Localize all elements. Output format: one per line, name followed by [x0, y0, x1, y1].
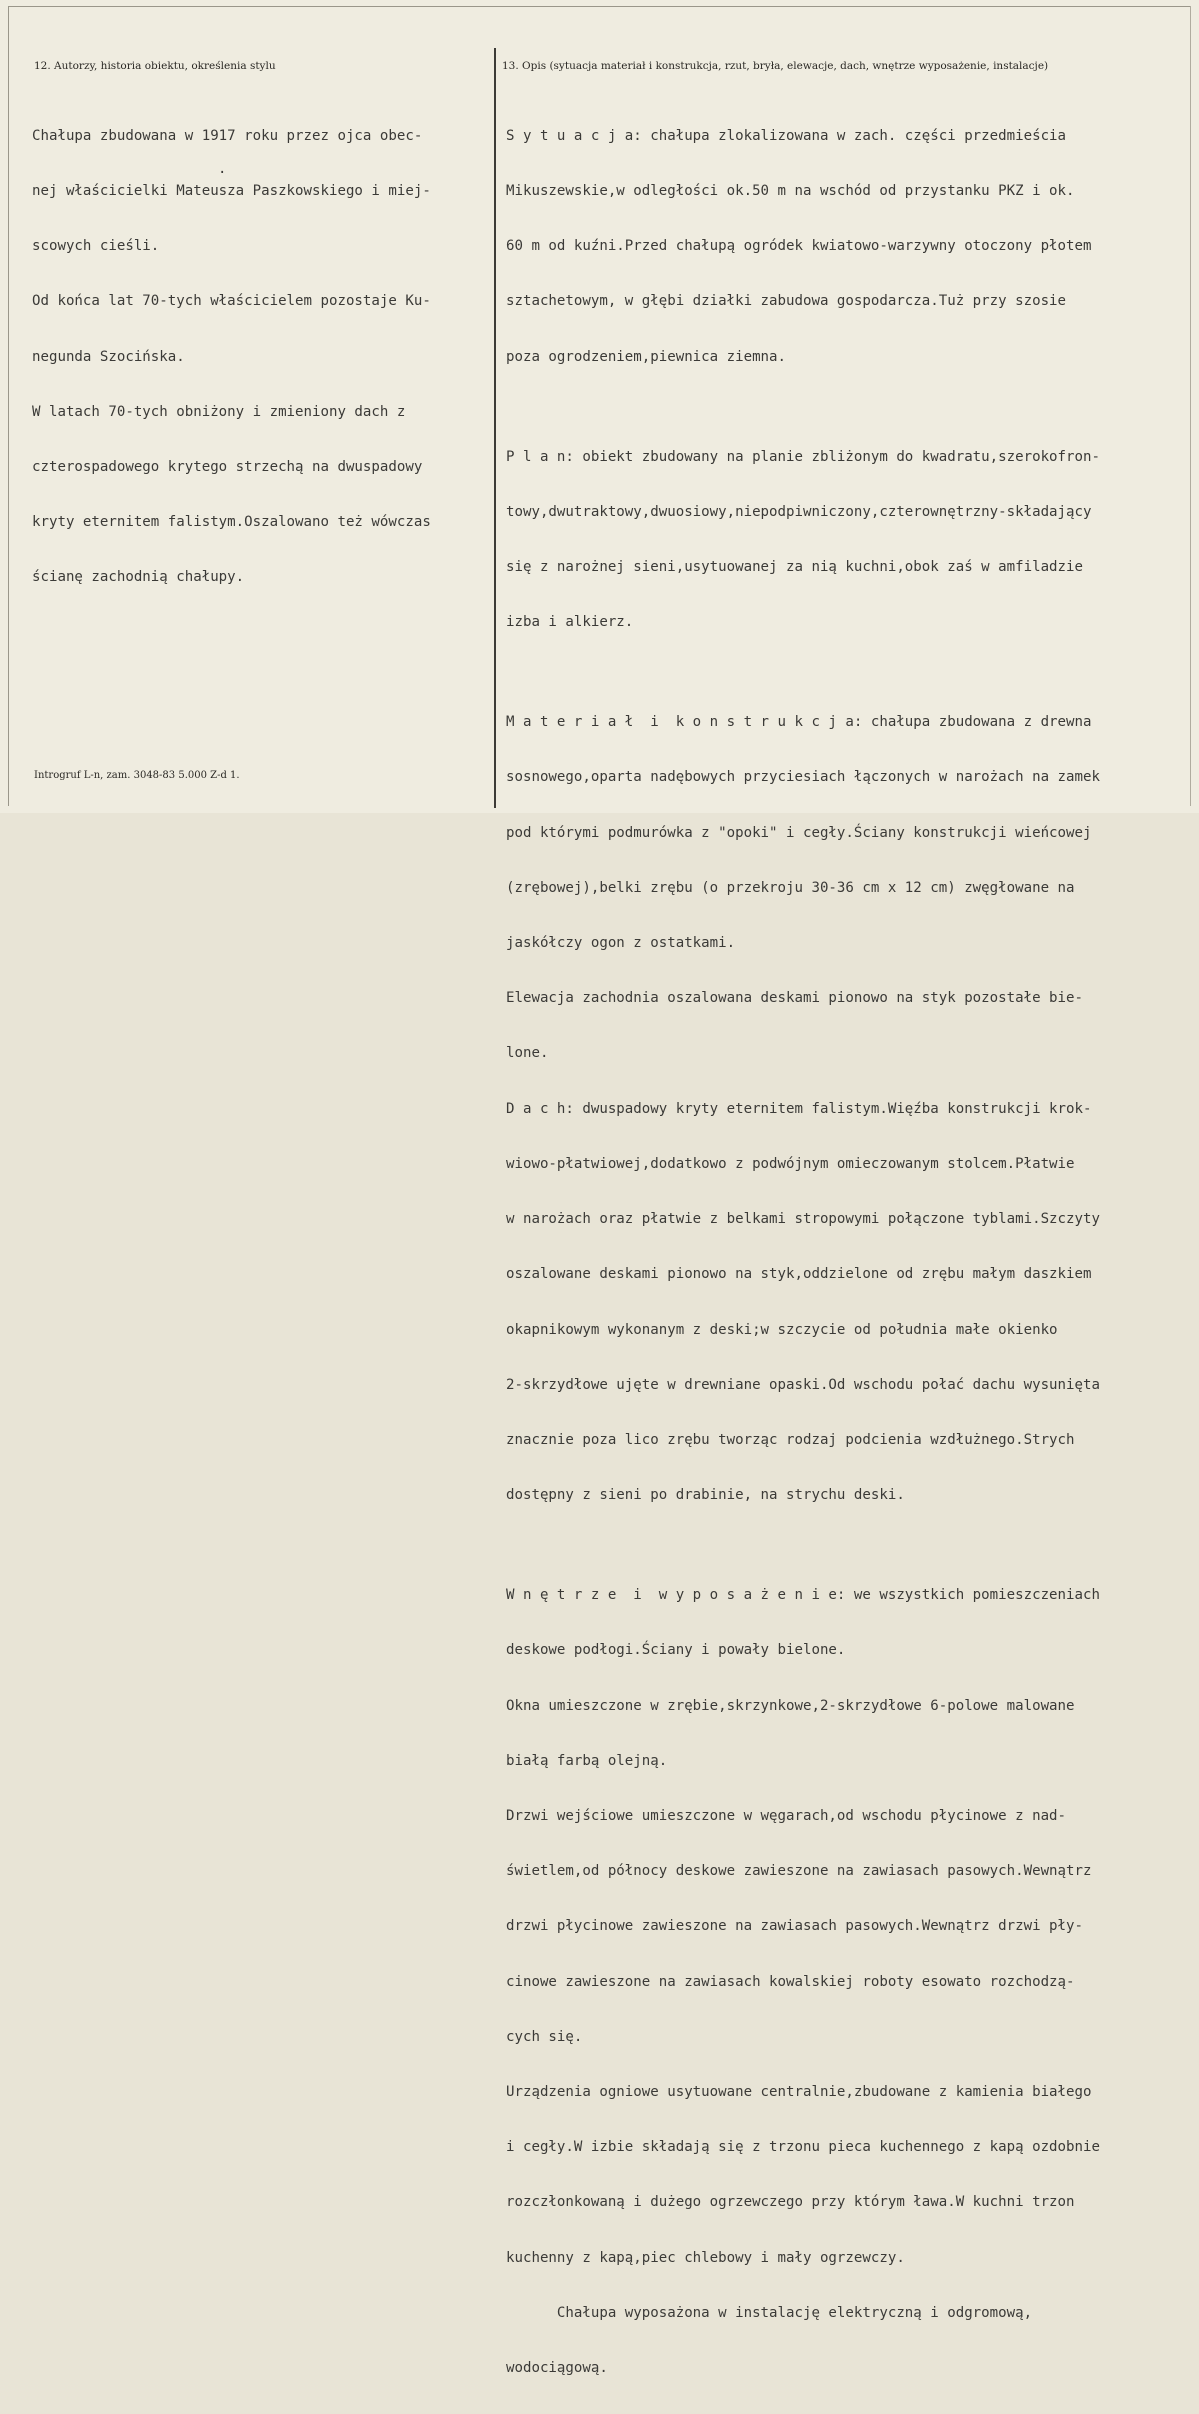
history-line: Od końca lat 70-tych właścicielem pozostaje Ku- [32, 293, 431, 310]
description-line: lone. [506, 1045, 549, 1062]
description-line: W n ę t r z e i w y p o s a ż e n i e: we wszystkich pomieszczeniach [506, 1587, 1100, 1604]
description-line: się z narożnej sieni,usytuowanej za nią kuchni,obok zaś w amfiladzie [506, 559, 1083, 576]
description-line: 2-skrzydłowe ujęte w drewniane opaski.Od wschodu połać dachu wysunięta [506, 1376, 1100, 1393]
description-line: izba i alkierz. [506, 614, 634, 631]
description-line: Drzwi wejściowe umieszczone w węgarach,od wschodu płycinowe z nad- [506, 1807, 1067, 1824]
description-line: oszalowane deskami pionowo na styk,oddzielone od zrębu małym daszkiem [506, 1266, 1092, 1283]
description-line: M a t e r i a ł i k o n s t r u k c j a: chałupa zbudowana z drewna [506, 714, 1092, 731]
history-line: negunda Szocińska. [32, 348, 185, 365]
history-line: nej właścicielki Mateusza Paszkowskiego i miej- [32, 183, 431, 200]
printer-footer: Introgruf L-n, zam. 3048-83 5.000 Z-d 1. [34, 770, 240, 781]
description-line: Mikuszewskie,w odległości ok.50 m na wschód od przystanku PKZ i ok. [506, 183, 1075, 200]
description-line: deskowe podłogi.Ściany i powały bielone. [506, 1642, 846, 1659]
description-line: Chałupa wyposażona w instalację elektryczną i odgromową, [506, 2304, 1033, 2321]
sheet-border-left [8, 6, 9, 806]
column-divider [494, 48, 496, 808]
description-line [506, 668, 1100, 676]
description-line [506, 1541, 1100, 1549]
description-line: S y t u a c j a: chałupa zlokalizowana w zach. części przedmieścia [506, 127, 1067, 144]
history-line: Chałupa zbudowana w 1917 roku przez ojca obec- [32, 127, 423, 144]
history-line: W latach 70-tych obniżony i zmieniony dach z [32, 403, 406, 420]
description-line: dostępny z sieni po drabinie, na strychu deski. [506, 1487, 905, 1504]
description-line: towy,dwutraktowy,dwuosiowy,niepodpiwniczony,czterownętrzny-składający [506, 503, 1092, 520]
description-line: cych się. [506, 2028, 583, 2045]
description-line: znacznie poza lico zrębu tworząc rodzaj podcienia wzdłużnego.Strych [506, 1431, 1075, 1448]
description-line: kuchenny z kapą,piec chlebowy i mały ogrzewczy. [506, 2249, 905, 2266]
history-line: ścianę zachodnią chałupy. [32, 569, 245, 586]
description-line: poza ogrodzeniem,piewnica ziemna. [506, 348, 787, 365]
description-line: świetlem,od północy deskowe zawieszone na zawiasach pasowych.Wewnątrz [506, 1863, 1092, 1880]
description-line: cinowe zawieszone na zawiasach kowalskiej roboty esowato rozchodzą- [506, 1973, 1075, 1990]
description-line: wiowo-płatwiowej,dodatkowo z podwójnym omieczowanym stolcem.Płatwie [506, 1155, 1075, 1172]
section-12-heading: 12. Autorzy, historia obiektu, określenia stylu [34, 60, 276, 72]
description-line: D a c h: dwuspadowy kryty eternitem falistym.Więźba konstrukcji krok- [506, 1100, 1092, 1117]
description-line: P l a n: obiekt zbudowany na planie zbliżonym do kwadratu,szerokofron- [506, 448, 1100, 465]
description-line: 60 m od kuźni.Przed chałupą ogródek kwiatowo-warzywny otoczony płotem [506, 238, 1092, 255]
description-line: pod którymi podmurówka z "opoki" i cegły.Ściany konstrukcji wieńcowej [506, 824, 1092, 841]
stray-mark: . [218, 161, 227, 177]
history-text [32, 90, 431, 624]
sheet-border-top [8, 6, 1191, 7]
description-line: okapnikowym wykonanym z deski;w szczycie od południa małe okienko [506, 1321, 1058, 1338]
description-line: (zrębowej),belki zrębu (o przekroju 30-36 cm x 12 cm) zwęgłowane na [506, 879, 1075, 896]
description-line: rozczłonkowaną i dużego ogrzewczego przy którym ława.W kuchni trzon [506, 2194, 1075, 2211]
description-line: sosnowego,oparta nadębowych przyciesiach łączonych w narożach na zamek [506, 769, 1100, 786]
sheet-border-right [1190, 6, 1191, 806]
history-line: kryty eternitem falistym.Oszalowano też wówczas [32, 514, 431, 531]
section-13-heading: 13. Opis (sytuacja materiał i konstrukcja, rzut, bryła, elewacje, dach, wnętrze wyposażenie, instalacje) [502, 60, 1049, 72]
description-line: i cegły.W izbie składają się z trzonu pieca kuchennego z kapą ozdobnie [506, 2139, 1100, 2156]
description-line: jaskółczy ogon z ostatkami. [506, 935, 736, 952]
description-line [506, 403, 1100, 411]
description-line: wodociągową. [506, 2359, 608, 2376]
description-line: w narożach oraz płatwie z belkami stropowymi połączone tyblami.Szczyty [506, 1211, 1100, 1228]
description-line: Elewacja zachodnia oszalowana deskami pionowo na styk pozostałe bie- [506, 990, 1083, 1007]
description-line: Okna umieszczone w zrębie,skrzynkowe,2-skrzydłowe 6-polowe malowane [506, 1697, 1075, 1714]
history-line: czterospadowego krytego strzechą na dwuspadowy [32, 459, 423, 476]
description-line: sztachetowym, w głębi działki zabudowa gospodarcza.Tuż przy szosie [506, 293, 1067, 310]
description-line: Urządzenia ogniowe usytuowane centralnie,zbudowane z kamienia białego [506, 2083, 1092, 2100]
description-line: drzwi płycinowe zawieszone na zawiasach pasowych.Wewnątrz drzwi pły- [506, 1918, 1083, 1935]
history-line: scowych cieśli. [32, 238, 160, 255]
description-text [506, 90, 1100, 2414]
description-line: białą farbą olejną. [506, 1752, 668, 1769]
